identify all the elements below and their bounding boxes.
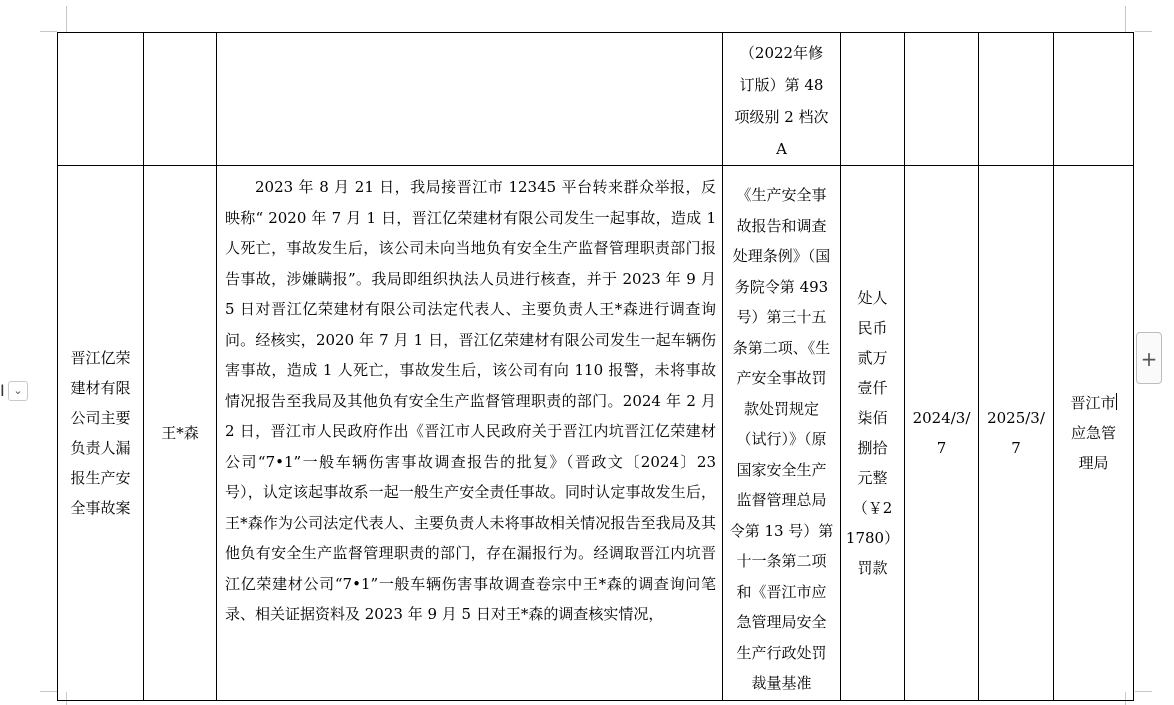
margin-mark-top-left-v <box>66 6 67 32</box>
cell-decision-date[interactable] <box>905 166 979 701</box>
decision-date <box>905 403 978 463</box>
text-caret <box>1116 393 1117 410</box>
cell-expiry-date[interactable] <box>979 166 1054 701</box>
law-continuation-text <box>723 33 840 165</box>
law-basis-line: 十一条第二项 <box>736 552 827 570</box>
law-basis-line: （试行）》（原 <box>736 430 827 448</box>
chevron-down-icon[interactable]: ⌄ <box>8 381 28 401</box>
cell-authority[interactable] <box>1054 166 1134 701</box>
law-basis-line: 产安全事故罚 <box>736 369 827 387</box>
authority-line: 晋江市 <box>1070 394 1116 412</box>
law-continuation-line: 订版）第 48 <box>739 76 824 94</box>
decision-date-line: 7 <box>936 439 947 457</box>
penalty-line: 民币 <box>857 319 888 337</box>
margin-mark-top-right-h <box>1135 31 1152 32</box>
penalty-line: 柒佰 <box>857 409 888 427</box>
penalty-line: 罚款 <box>857 559 888 577</box>
law-basis-line: 裁量基准 <box>751 674 812 692</box>
cell-person-empty[interactable] <box>144 33 217 166</box>
party-name <box>58 343 143 523</box>
cell-law[interactable] <box>723 166 841 701</box>
row-handle-tool[interactable] <box>0 378 30 404</box>
text-cursor-icon: I <box>0 381 5 400</box>
law-continuation-line: 项级别 2 档次 <box>734 108 829 126</box>
law-continuation-line: （2022年修 <box>739 44 824 62</box>
party-name-line: 公司主要 <box>70 409 131 427</box>
margin-mark-bottom-left-h <box>40 691 57 692</box>
margin-mark-bottom-right-h <box>1135 691 1152 692</box>
law-basis-line: 监督管理总局 <box>736 491 827 509</box>
penalty-line: 1780） <box>845 529 900 547</box>
party-name-line: 建材有限 <box>70 379 131 397</box>
party-name-line: 全事故案 <box>70 499 131 517</box>
margin-mark-top-right-v <box>1125 6 1126 32</box>
law-basis-line: 《生产安全事 <box>736 186 827 204</box>
law-basis-line: 故报告和调查 <box>736 216 827 235</box>
party-name-line: 报生产安 <box>70 469 131 487</box>
party-name-line: 负责人漏 <box>70 439 131 457</box>
penalty-line: 壹仟 <box>857 379 888 397</box>
table-row-continuation <box>58 33 1134 166</box>
cell-law-continuation[interactable] <box>723 33 841 166</box>
decision-date-line: 2024/3/ <box>912 409 971 427</box>
law-basis-line: 生产行政处罚 <box>736 643 827 662</box>
add-column-button[interactable] <box>1136 332 1162 384</box>
person-name: 王*森 <box>161 424 199 442</box>
law-basis-text <box>723 166 840 700</box>
penalty-line: 元整 <box>857 469 888 487</box>
law-basis-line: 和《晋江市应 <box>736 582 827 601</box>
cell-facts[interactable] <box>217 166 723 701</box>
table-row-case <box>58 166 1134 701</box>
law-basis-line: 处理条例》（国 <box>732 247 831 265</box>
penalty-line: 贰万 <box>857 349 888 367</box>
authority-line: 理局 <box>1078 454 1109 472</box>
plus-icon: + <box>1140 347 1158 371</box>
cell-expiry-date-empty[interactable] <box>979 33 1054 166</box>
cell-party-empty[interactable] <box>58 33 144 166</box>
cell-party[interactable] <box>58 166 144 701</box>
cell-penalty-empty[interactable] <box>841 33 905 166</box>
expiry-date-line: 7 <box>1011 439 1021 457</box>
expiry-date-line: 2025/3/ <box>987 409 1045 427</box>
cell-decision-date-empty[interactable] <box>905 33 979 166</box>
authority-line: 应急管 <box>1070 424 1116 442</box>
cell-authority-empty[interactable] <box>1054 33 1134 166</box>
law-continuation-line: A <box>776 140 787 158</box>
party-name-line: 晋江亿荣 <box>70 349 131 367</box>
cell-person[interactable] <box>144 166 217 701</box>
law-basis-line: 条第二项、《生 <box>732 338 831 357</box>
penalty-line: 处人 <box>857 289 888 307</box>
margin-mark-top-left-h <box>40 31 57 32</box>
expiry-date <box>979 403 1053 463</box>
law-basis-line: 务院令第 493 <box>734 277 829 296</box>
penalty-line: 捌拾 <box>857 439 888 457</box>
law-basis-line: 急管理局安全 <box>736 613 827 631</box>
law-basis-line: 号）第三十五 <box>736 308 827 326</box>
penalty-table <box>57 32 1134 701</box>
case-facts-text: 2023 年 8 月 21 日，我局接晋江市 12345 平台转来群众举报，反映称“ 2020 年 7 月 1 日，晋江亿荣建材有限公司发生一起事故，造成 1 人死亡，事故发生后，该公司未向当地负有安全生产监督管理职责部门报告事故，涉嫌瞒报”。我局即组织执法人员进行核查，并于 2023 年 9 月 5 日对晋江亿荣建材有限公司法定代表人、主要负责人王*森进行调查询问。经核实，2020 年 7 月 1 日，晋江亿荣建材有限公司发生一起车辆伤害事故，造成 1 人死亡，事故发生后，该公司有向 110 报警，未将事故情况报告至我局及其他负有安全生产监督管理职责的部门。2024 年 2 月 2 日，晋江市人民政府作出《晋江市人民政府关于晋江内坑晋江亿荣建材公司“7•1”一般车辆伤害事故调查报告的批复》（晋政文〔2024〕23 号），认定该起事故系一起一般生产安全责任事故。同时认定事故发生后，王*森作为公司法定代表人、主要负责人未将事故相关情况报告至我局及其他负有安全生产监督管理职责的部门，存在漏报行为。经调取晋江内坑晋江亿荣建材公司“7•1”一般车辆伤害事故调查卷宗中王*森的调查询问笔录、相关证据资料及 2023 年 9 月 5 日对王*森的调查核实情况， <box>225 178 716 623</box>
law-basis-line: 款处罚规定 <box>743 399 819 418</box>
penalty-line: （￥2 <box>852 499 893 517</box>
authority-name <box>1054 388 1133 478</box>
cell-facts-empty[interactable] <box>217 33 723 166</box>
penalty-text <box>841 283 904 583</box>
cell-penalty[interactable] <box>841 166 905 701</box>
law-basis-line: 令第 13 号）第 <box>729 521 834 540</box>
law-basis-line: 国家安全生产 <box>736 460 827 479</box>
